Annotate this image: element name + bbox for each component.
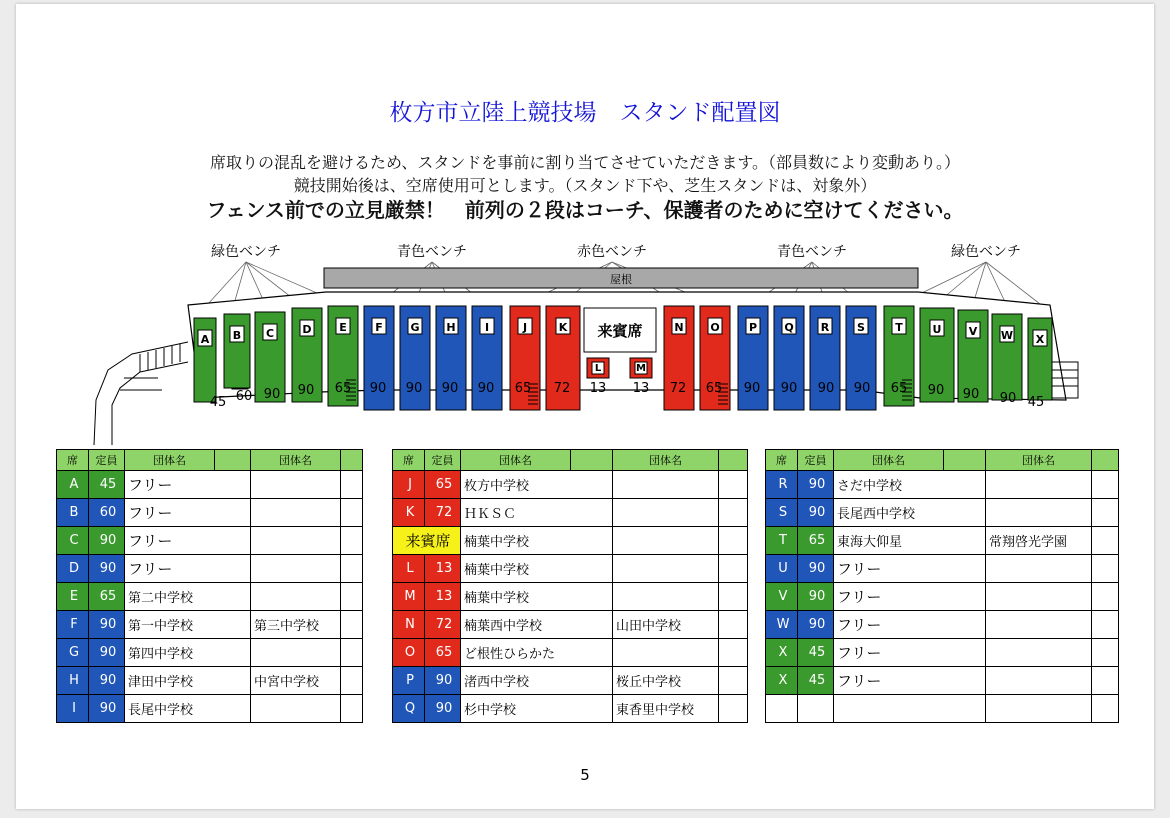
header-group-2: 団体名 — [251, 450, 341, 471]
section-capacity-q: 90 — [780, 381, 798, 396]
header-group: 団体名 — [125, 450, 215, 471]
section-letter-a: A — [200, 333, 210, 346]
table-row — [57, 695, 363, 723]
table-row — [766, 611, 1119, 639]
bench-label-blue-left: 青色ベンチ — [397, 244, 467, 260]
seat-cell: X — [766, 667, 798, 695]
header-group-2: 団体名 — [986, 450, 1092, 471]
section-capacity-s: 90 — [853, 381, 871, 396]
table-row — [393, 527, 748, 555]
blank-cell — [341, 695, 363, 723]
group-name-cell: フリー — [834, 667, 986, 695]
section-letter-c: C — [265, 327, 275, 340]
section-letter-w: W — [1000, 329, 1014, 342]
group-name-2-cell — [251, 499, 341, 527]
capacity-cell: 90 — [89, 611, 125, 639]
header-group-2: 団体名 — [613, 450, 719, 471]
table-row — [393, 583, 748, 611]
page-number: 5 — [580, 766, 590, 784]
group-name-2-cell: 中宮中学校 — [251, 667, 341, 695]
header-blank-2 — [341, 450, 363, 471]
section-letter-i: I — [484, 321, 490, 334]
blank-cell — [1092, 639, 1119, 667]
blank-cell — [719, 583, 748, 611]
group-name-cell — [834, 695, 986, 723]
seat-cell — [766, 695, 798, 723]
header-blank — [571, 450, 613, 471]
group-name-2-cell — [986, 639, 1092, 667]
group-name-cell: 楠葉中学校 — [461, 527, 613, 555]
page-title: 枚方市立陸上競技場 スタンド配置図 — [389, 100, 781, 126]
group-name-cell: 枚方中学校 — [461, 471, 613, 499]
group-name-cell: 楠葉西中学校 — [461, 611, 613, 639]
group-name-cell: フリー — [834, 583, 986, 611]
seat-cell: L — [393, 555, 425, 583]
capacity-cell: 90 — [89, 639, 125, 667]
section-capacity-m: 13 — [632, 381, 650, 396]
blank-cell — [1092, 555, 1119, 583]
capacity-cell: 90 — [798, 611, 834, 639]
table-row — [57, 471, 363, 499]
seat-cell: 来賓席 — [393, 527, 461, 555]
bench-label-red: 赤色ベンチ — [577, 244, 647, 260]
stand-diagram — [0, 230, 1170, 450]
seat-cell: F — [57, 611, 89, 639]
bench-label-blue-right: 青色ベンチ — [777, 244, 847, 260]
group-name-cell: ＨＫＳＣ — [461, 499, 613, 527]
capacity-cell: 90 — [798, 471, 834, 499]
section-capacity-t: 65 — [890, 381, 908, 396]
group-name-2-cell — [613, 471, 719, 499]
seat-cell: P — [393, 667, 425, 695]
group-name-cell: 杉中学校 — [461, 695, 613, 723]
table-row — [57, 527, 363, 555]
group-name-cell: フリー — [125, 555, 251, 583]
blank-cell — [1092, 583, 1119, 611]
section-capacity-p: 90 — [743, 381, 761, 396]
section-capacity-u: 90 — [927, 383, 945, 398]
seat-cell: S — [766, 499, 798, 527]
blank-cell — [341, 555, 363, 583]
seat-cell: O — [393, 639, 425, 667]
table-header-row — [393, 450, 748, 471]
group-name-2-cell — [613, 583, 719, 611]
capacity-cell: 90 — [425, 695, 461, 723]
group-name-cell: 津田中学校 — [125, 667, 251, 695]
section-letter-o: O — [710, 321, 720, 334]
section-letter-p: P — [748, 321, 758, 334]
table-row — [57, 499, 363, 527]
capacity-cell: 45 — [798, 667, 834, 695]
bench-pointer — [986, 262, 1040, 304]
group-name-2-cell — [251, 695, 341, 723]
group-name-cell: 東海大仰星 — [834, 527, 986, 555]
group-name-2-cell: 東香里中学校 — [613, 695, 719, 723]
section-capacity-b: 60 — [235, 389, 253, 404]
group-name-cell: フリー — [834, 639, 986, 667]
table-row — [57, 583, 363, 611]
header-blank-2 — [719, 450, 748, 471]
capacity-cell: 90 — [89, 527, 125, 555]
table-row — [393, 499, 748, 527]
section-letter-x: X — [1035, 333, 1045, 346]
group-name-2-cell — [986, 611, 1092, 639]
group-name-cell: フリー — [125, 527, 251, 555]
seat-cell: B — [57, 499, 89, 527]
section-letter-n: N — [674, 321, 684, 334]
note-line-1: 席取りの混乱を避けるため、スタンドを事前に割り当てさせていただきます。（部員数により変動あり。） — [209, 153, 961, 172]
capacity-cell: 90 — [798, 583, 834, 611]
seat-cell: V — [766, 583, 798, 611]
capacity-cell: 90 — [89, 555, 125, 583]
section-capacity-e: 65 — [334, 381, 352, 396]
table-row — [57, 667, 363, 695]
seat-cell: J — [393, 471, 425, 499]
blank-cell — [719, 611, 748, 639]
section-capacity-f: 90 — [369, 381, 387, 396]
blank-cell — [719, 667, 748, 695]
table-row — [393, 555, 748, 583]
seat-cell: H — [57, 667, 89, 695]
blank-cell — [1092, 611, 1119, 639]
section-letter-g: G — [410, 321, 420, 334]
table-row — [766, 695, 1119, 723]
blank-cell — [341, 471, 363, 499]
left-stairs — [94, 342, 188, 445]
group-name-2-cell — [251, 527, 341, 555]
blank-cell — [719, 471, 748, 499]
group-name-cell: 楠葉中学校 — [461, 583, 613, 611]
seat-cell: R — [766, 471, 798, 499]
section-capacity-d: 90 — [297, 383, 315, 398]
capacity-cell: 65 — [89, 583, 125, 611]
capacity-cell: 65 — [425, 639, 461, 667]
section-letter-f: F — [375, 321, 383, 334]
section-letter-l: L — [594, 363, 602, 374]
table-row — [393, 639, 748, 667]
seat-cell: N — [393, 611, 425, 639]
capacity-cell: 90 — [425, 667, 461, 695]
table-header-row — [766, 450, 1119, 471]
header-capacity: 定員 — [425, 450, 461, 471]
table-row — [393, 611, 748, 639]
table-row — [766, 471, 1119, 499]
group-name-cell: 長尾中学校 — [125, 695, 251, 723]
section-letter-r: R — [820, 321, 830, 334]
group-name-cell: フリー — [125, 499, 251, 527]
section-capacity-i: 90 — [477, 381, 495, 396]
table-row — [57, 555, 363, 583]
header-blank — [215, 450, 251, 471]
blank-cell — [719, 639, 748, 667]
roof-label: 屋根 — [610, 273, 632, 286]
seat-cell: U — [766, 555, 798, 583]
capacity-cell: 45 — [798, 639, 834, 667]
section-letter-b: B — [232, 329, 242, 342]
group-name-2-cell — [986, 695, 1092, 723]
capacity-cell: 90 — [89, 667, 125, 695]
blank-cell — [341, 639, 363, 667]
capacity-cell: 60 — [89, 499, 125, 527]
blank-cell — [719, 499, 748, 527]
table-row — [393, 667, 748, 695]
table-row — [393, 471, 748, 499]
group-name-2-cell — [613, 639, 719, 667]
seat-cell: M — [393, 583, 425, 611]
group-name-cell: フリー — [834, 611, 986, 639]
vip-label: 来賓席 — [597, 322, 643, 340]
section-capacity-j: 65 — [514, 381, 532, 396]
blank-cell — [719, 695, 748, 723]
note-line-3: フェンス前での立見厳禁！ 前列の２段はコーチ、保護者のために空けてください。 — [206, 198, 964, 222]
blank-cell — [341, 667, 363, 695]
section-letter-q: Q — [784, 321, 794, 334]
table-row — [766, 639, 1119, 667]
section-letter-k: K — [558, 321, 568, 334]
blank-cell — [341, 583, 363, 611]
header-blank — [944, 450, 986, 471]
section-capacity-l: 13 — [589, 381, 607, 396]
group-name-2-cell — [613, 499, 719, 527]
assignment-table-2 — [392, 449, 748, 723]
section-letter-h: H — [446, 321, 456, 334]
header-seat: 席 — [57, 450, 89, 471]
seat-cell: D — [57, 555, 89, 583]
section-letter-s: S — [857, 321, 865, 334]
section-letter-v: V — [968, 325, 978, 338]
table-row — [766, 555, 1119, 583]
group-name-cell: さだ中学校 — [834, 471, 986, 499]
bench-label-green-right: 緑色ベンチ — [951, 244, 1021, 260]
blank-cell — [719, 555, 748, 583]
blank-cell — [341, 611, 363, 639]
seat-cell: Q — [393, 695, 425, 723]
blank-cell — [341, 499, 363, 527]
capacity-cell — [798, 695, 834, 723]
group-name-cell: フリー — [834, 555, 986, 583]
capacity-cell: 65 — [425, 471, 461, 499]
group-name-2-cell: 桜丘中学校 — [613, 667, 719, 695]
group-name-cell: 第四中学校 — [125, 639, 251, 667]
section-capacity-g: 90 — [405, 381, 423, 396]
header-group: 団体名 — [834, 450, 944, 471]
group-name-cell: 渚西中学校 — [461, 667, 613, 695]
section-capacity-c: 90 — [263, 387, 281, 402]
section-capacity-x: 45 — [1027, 395, 1045, 410]
table-row — [57, 639, 363, 667]
seat-cell: I — [57, 695, 89, 723]
header-seat: 席 — [766, 450, 798, 471]
section-letter-u: U — [932, 323, 942, 336]
capacity-cell: 13 — [425, 583, 461, 611]
capacity-cell: 45 — [89, 471, 125, 499]
bench-pointer — [986, 262, 1006, 304]
group-name-2-cell: 山田中学校 — [613, 611, 719, 639]
group-name-2-cell — [986, 499, 1092, 527]
blank-cell — [1092, 471, 1119, 499]
group-name-cell: 長尾西中学校 — [834, 499, 986, 527]
blank-cell — [1092, 499, 1119, 527]
section-letter-m: M — [636, 363, 646, 374]
group-name-2-cell — [613, 555, 719, 583]
seat-cell: K — [393, 499, 425, 527]
section-capacity-n: 72 — [669, 381, 687, 396]
header-blank-2 — [1092, 450, 1119, 471]
group-name-2-cell — [251, 555, 341, 583]
section-capacity-a: 45 — [209, 395, 227, 410]
seat-cell: E — [57, 583, 89, 611]
seat-cell: C — [57, 527, 89, 555]
section-block-b — [224, 314, 250, 388]
seat-cell: G — [57, 639, 89, 667]
group-name-cell: 第二中学校 — [125, 583, 251, 611]
group-name-2-cell — [251, 639, 341, 667]
section-capacity-v: 90 — [962, 387, 980, 402]
group-name-cell: フリー — [125, 471, 251, 499]
group-name-cell: ど根性ひらかた — [461, 639, 613, 667]
section-capacity-o: 65 — [705, 381, 723, 396]
section-letter-d: D — [302, 323, 312, 336]
seat-cell: W — [766, 611, 798, 639]
capacity-cell: 90 — [798, 555, 834, 583]
header-capacity: 定員 — [798, 450, 834, 471]
group-name-2-cell — [986, 471, 1092, 499]
table-header-row — [57, 450, 363, 471]
capacity-cell: 65 — [798, 527, 834, 555]
table-row — [393, 695, 748, 723]
header-group: 団体名 — [461, 450, 571, 471]
assignment-table-1 — [56, 449, 363, 723]
capacity-cell: 72 — [425, 611, 461, 639]
section-capacity-h: 90 — [441, 381, 459, 396]
table-row — [766, 527, 1119, 555]
blank-cell — [1092, 667, 1119, 695]
section-letter-t: T — [895, 321, 903, 334]
group-name-2-cell — [986, 667, 1092, 695]
section-capacity-r: 90 — [817, 381, 835, 396]
blank-cell — [719, 527, 748, 555]
blank-cell — [341, 527, 363, 555]
blank-cell — [1092, 527, 1119, 555]
group-name-2-cell — [986, 555, 1092, 583]
group-name-2-cell — [251, 583, 341, 611]
group-name-2-cell — [251, 471, 341, 499]
blank-cell — [1092, 695, 1119, 723]
capacity-cell: 90 — [798, 499, 834, 527]
seat-cell: X — [766, 639, 798, 667]
group-name-cell: 第一中学校 — [125, 611, 251, 639]
capacity-cell: 72 — [425, 499, 461, 527]
group-name-2-cell — [613, 527, 719, 555]
bench-label-green-left: 緑色ベンチ — [211, 244, 281, 260]
group-name-2-cell — [986, 583, 1092, 611]
assignment-table-3 — [765, 449, 1119, 723]
table-row — [57, 611, 363, 639]
section-capacity-w: 90 — [999, 391, 1017, 406]
section-letter-j: J — [522, 321, 528, 334]
table-row — [766, 499, 1119, 527]
table-row — [766, 583, 1119, 611]
seat-cell: T — [766, 527, 798, 555]
header-seat: 席 — [393, 450, 425, 471]
group-name-cell: 楠葉中学校 — [461, 555, 613, 583]
group-name-2-cell: 第三中学校 — [251, 611, 341, 639]
section-letter-e: E — [339, 321, 347, 334]
capacity-cell: 13 — [425, 555, 461, 583]
note-line-2: 競技開始後は、空席使用可とします。（スタンド下や、芝生スタンドは、対象外） — [293, 176, 877, 195]
header-capacity: 定員 — [89, 450, 125, 471]
section-capacity-k: 72 — [553, 381, 571, 396]
group-name-2-cell: 常翔啓光学園 — [986, 527, 1092, 555]
capacity-cell: 90 — [89, 695, 125, 723]
seat-cell: A — [57, 471, 89, 499]
table-row — [766, 667, 1119, 695]
